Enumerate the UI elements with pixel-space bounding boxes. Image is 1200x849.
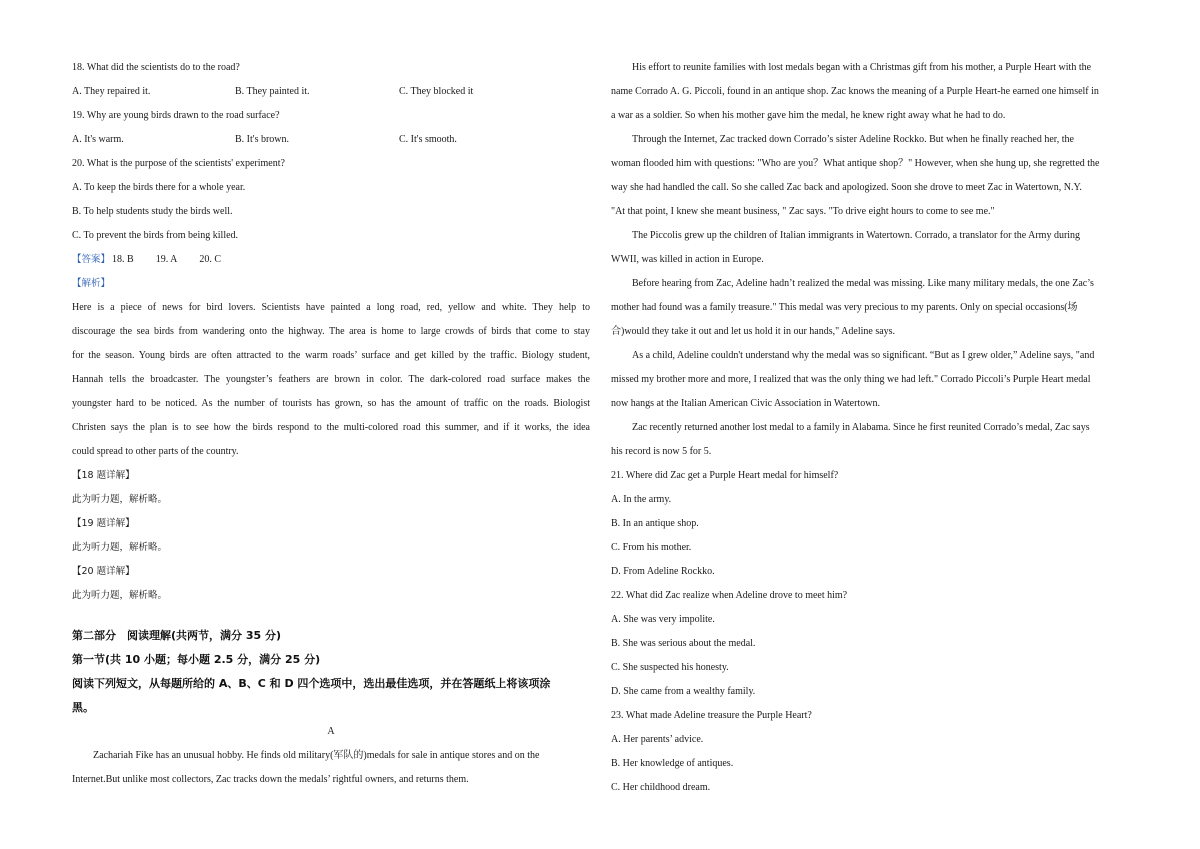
option-b: B. She was serious about the medal.	[611, 638, 756, 649]
option-b: B. It's brown.	[235, 134, 290, 145]
option-a: A. In the army.	[611, 494, 672, 505]
instructions-line-1: 阅读下列短文，从每题所给的 A、B、C 和 D 四个选项中，选出最佳选项，并在答题纸上将该项涂	[72, 677, 551, 690]
answer-19: 19. A	[155, 254, 178, 265]
analysis-line: Hannah tells the broadcaster. The youngster’s feathers are brown in color. The dark-colored road surface makes the	[72, 374, 590, 385]
question-21-stem: 21. Where did Zac get a Purple Heart medal for himself?	[611, 470, 839, 481]
detail-19-title: 【19 题详解】	[72, 518, 135, 529]
passage-line: a war as a soldier. So when his mother gave him the medal, he knew right away what he had to do.	[611, 110, 1006, 121]
passage-line: 合)would they take it out and let us hold it in our hands," Adeline says.	[611, 326, 896, 337]
passage-line: his record is now 5 for 5.	[611, 446, 712, 457]
option-b: B. To help students study the birds well.	[72, 206, 233, 217]
option-a: A. To keep the birds there for a whole year.	[72, 182, 246, 193]
option-c: C. To prevent the birds from being killed.	[72, 230, 239, 241]
passage-line: name Corrado A. G. Piccoli, found in an antique shop. Zac knows the meaning of a Purple Heart-he earned one himself in	[611, 86, 1099, 97]
option-b: B. Her knowledge of antiques.	[611, 758, 734, 769]
right-column	[611, 56, 1129, 800]
detail-18-title: 【18 题详解】	[72, 470, 135, 481]
passage-line: The Piccolis grew up the children of Italian immigrants in Watertown. Corrado, a translator for the Army during	[632, 230, 1081, 241]
passage-line: way she had handled the call. So she called Zac back and apologized. Soon she drove to meet Zac in Watertown, N.Y.	[611, 182, 1082, 193]
option-c: C. Her childhood dream.	[611, 782, 711, 793]
option-a: A. It's warm.	[72, 134, 124, 145]
option-c: C. From his mother.	[611, 542, 692, 553]
analysis-line: Here is a piece of news for bird lovers. Scientists have painted a long road, red, yellow and white. They help to	[72, 302, 590, 313]
option-a: A. Her parents’ advice.	[611, 734, 704, 745]
section-gap	[72, 608, 590, 624]
option-b: B. In an antique shop.	[611, 518, 699, 529]
analysis-line: could spread to other parts of the country.	[72, 446, 239, 457]
analysis-line: Christen says the plan is to see how the birds respond to the multi-colored road this summer, and if it works, the idea	[72, 422, 590, 433]
detail-20-text: 此为听力题，解析略。	[72, 590, 168, 601]
passage-line: "At that point, I knew she meant business, " Zac says. "To drive eight hours to come to see me."	[611, 206, 995, 217]
analysis-line: for the season. Young birds are often attracted to the warm roads’ surface and get killed by the traffic. Biology student,	[72, 350, 590, 361]
option-a: A. She was very impolite.	[611, 614, 715, 625]
detail-19-text: 此为听力题，解析略。	[72, 542, 168, 553]
passage-line: Zac recently returned another lost medal to a family in Alabama. Since he first reunited Corrado’s medal, Zac says	[632, 422, 1090, 433]
option-d: D. She came from a wealthy family.	[611, 686, 756, 697]
passage-line: mother had found was a family treasure." This medal was very precious to my parents. Only on special occasions(场	[611, 302, 1078, 313]
answer-20: 20. C	[199, 254, 222, 265]
option-a: A. They repaired it.	[72, 86, 151, 97]
question-18-stem: 18. What did the scientists do to the road?	[72, 62, 240, 73]
passage-line: His effort to reunite families with lost medals began with a Christmas gift from his mother, a Purple Heart with the	[632, 62, 1092, 73]
section-one-heading: 第一节(共 10 小题；每小题 2.5 分，满分 25 分)	[72, 653, 321, 666]
passage-line: Through the Internet, Zac tracked down Corrado’s sister Adeline Rockko. But when he finally reached her, the	[632, 134, 1074, 145]
instructions-line-2: 黑。	[72, 701, 94, 714]
answer-line	[72, 248, 590, 272]
passage-line: woman flooded him with questions: "Who are you？What antique shop？" However, when she hung up, she regretted the	[611, 158, 1100, 169]
passage-line: As a child, Adeline couldn't understand why the medal was so significant. “But as I grew older,” Adeline says, "and	[632, 350, 1095, 361]
question-22-stem: 22. What did Zac realize when Adeline drove to meet him?	[611, 590, 848, 601]
question-20-stem: 20. What is the purpose of the scientists' experiment?	[72, 158, 285, 169]
option-c: C. She suspected his honesty.	[611, 662, 729, 673]
option-c: C. They blocked it	[399, 86, 474, 97]
passage-label: A	[327, 726, 335, 737]
passage-line: Before hearing from Zac, Adeline hadn’t realized the medal was missing. Like many military medals, the one Zac’s	[632, 278, 1094, 289]
analysis-line: discourage the sea birds from wandering onto the highway. The area is home to large crowds of birds that come to stay	[72, 326, 590, 337]
option-d: D. From Adeline Rockko.	[611, 566, 715, 577]
option-b: B. They painted it.	[235, 86, 310, 97]
passage-line: Zachariah Fike has an unusual hobby. He finds old military(军队的)medals for sale in antique stores and on the	[93, 750, 540, 761]
question-18-options	[72, 80, 590, 104]
analysis-tag: 【解析】	[72, 278, 111, 289]
detail-18-text: 此为听力题，解析略。	[72, 494, 168, 505]
part-two-heading: 第二部分 阅读理解(共两节，满分 35 分)	[72, 629, 282, 642]
option-c: C. It's smooth.	[399, 134, 457, 145]
question-19-options	[72, 128, 590, 152]
passage-line: now hangs at the Italian American Civic Association in Watertown.	[611, 398, 880, 409]
detail-20-title: 【20 题详解】	[72, 566, 135, 577]
question-23-stem: 23. What made Adeline treasure the Purple Heart?	[611, 710, 812, 721]
passage-line: missed my brother more and more, I realized that was the only thing we had left." Corrado Piccoli’s Purple Heart medal	[611, 374, 1091, 385]
passage-line: WWII, was killed in action in Europe.	[611, 254, 764, 265]
left-column	[72, 56, 590, 792]
answer-tag: 【答案】	[72, 254, 111, 265]
answer-18: 18. B	[112, 254, 134, 265]
question-19-stem: 19. Why are young birds drawn to the road surface?	[72, 110, 280, 121]
analysis-line: youngster hard to be noticed. As the number of tourists has grown, so has the amount of traffic on the roads. Biologist	[72, 398, 590, 409]
passage-line: Internet.But unlike most collectors, Zac tracks down the medals’ rightful owners, and returns them.	[72, 774, 469, 785]
